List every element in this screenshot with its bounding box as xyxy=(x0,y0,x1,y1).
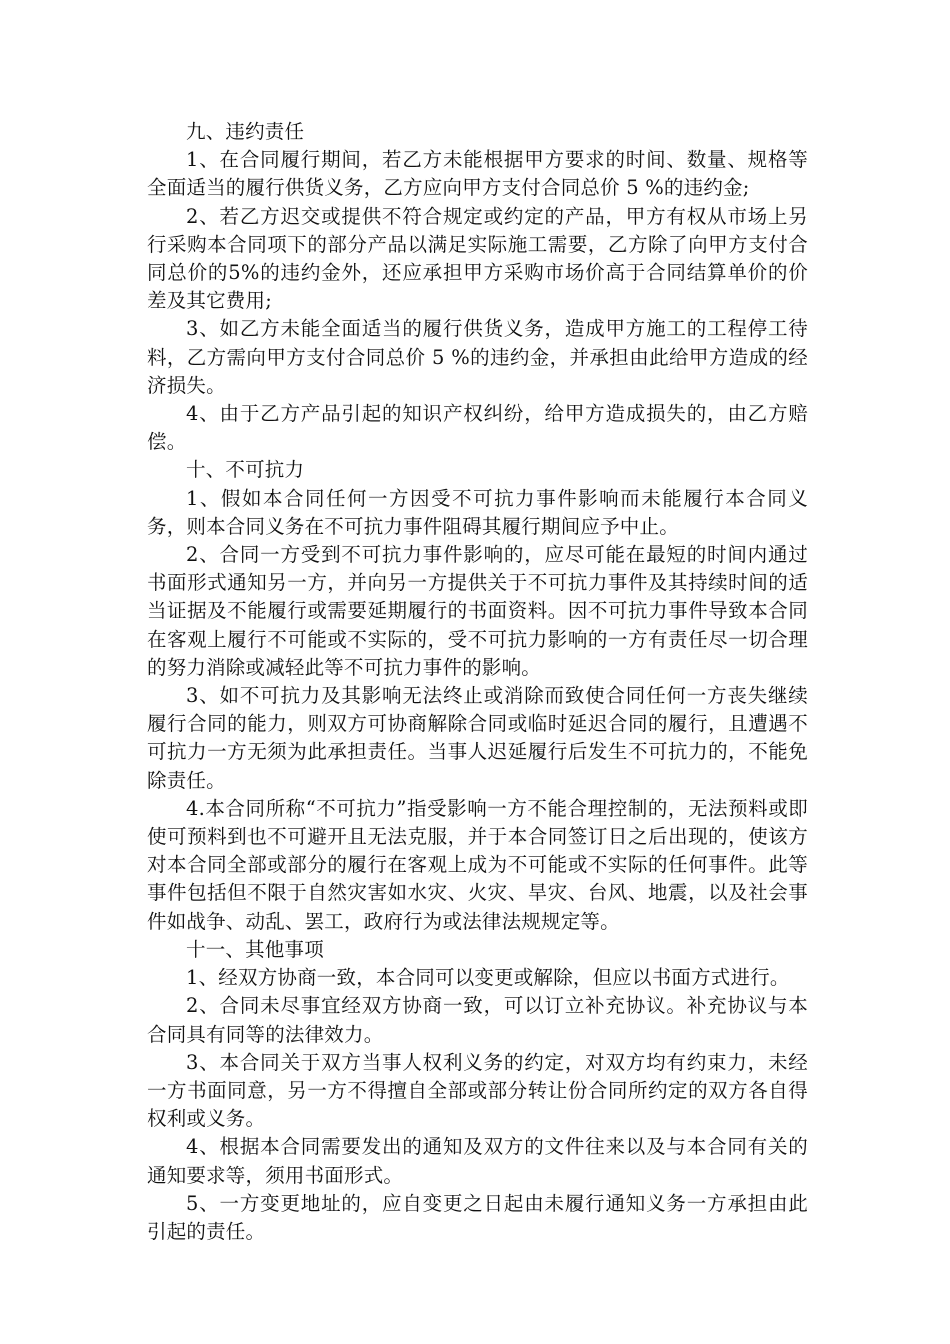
clause-paragraph: 1、假如本合同任何一方因受不可抗力事件影响而未能履行本合同义务，则本合同义务在不可抗力事件阻碍其履行期间应予中止。 xyxy=(147,486,808,538)
clause-paragraph: 2、若乙方迟交或提供不符合规定或约定的产品，甲方有权从市场上另行采购本合同项下的部分产品以满足实际施工需要，乙方除了向甲方支付合同总价的5%的违约金外，还应承担甲方采购市场价高于合同结算单价的价差及其它费用; xyxy=(147,204,808,313)
clause-paragraph: 1、经双方协商一致，本合同可以变更或解除，但应以书面方式进行。 xyxy=(186,966,790,990)
section-breach-liability xyxy=(147,118,808,456)
section-heading: 十、不可抗力 xyxy=(186,458,305,482)
clause-paragraph: 5、一方变更地址的，应自变更之日起由未履行通知义务一方承担由此引起的责任。 xyxy=(147,1191,808,1243)
section-force-majeure xyxy=(147,456,808,935)
clause-paragraph: 2、合同一方受到不可抗力事件影响的，应尽可能在最短的时间内通过书面形式通知另一方，并向另一方提供关于不可抗力事件及其持续时间的适当证据及不能履行或需要延期履行的书面资料。因不可抗力事件导致本合同在客观上履行不可能或不实际的，受不可抗力影响的一方有责任尽一切合理的努力消除或减轻此等不可抗力事件的影响。 xyxy=(147,543,808,679)
clause-paragraph: 4、根据本合同需要发出的通知及双方的文件往来以及与本合同有关的通知要求等，须用书面形式。 xyxy=(147,1135,808,1187)
clause-paragraph: 4、由于乙方产品引起的知识产权纠纷，给甲方造成损失的，由乙方赔偿。 xyxy=(147,402,808,454)
clause-paragraph: 4.本合同所称“不可抗力”指受影响一方不能合理控制的，无法预料或即使可预料到也不可避开且无法克服，并于本合同签订日之后出现的，使该方对本合同全部或部分的履行在客观上成为不可能或不实际的任何事件。此等事件包括但不限于自然灾害如水灾、火灾、旱灾、台风、地震，以及社会事件如战争、动乱、罢工，政府行为或法律法规规定等。 xyxy=(147,796,808,933)
clause-paragraph: 3、如不可抗力及其影响无法终止或消除而致使合同任何一方丧失继续履行合同的能力，则双方可协商解除合同或临时延迟合同的履行，且遭遇不可抗力一方无须为此承担责任。当事人迟延履行后发生不可抗力的，不能免除责任。 xyxy=(147,684,808,792)
section-other-matters xyxy=(147,936,808,1246)
document-page xyxy=(147,118,808,1246)
section-heading: 九、违约责任 xyxy=(186,120,305,143)
clause-paragraph: 3、本合同关于双方当事人权利义务的约定，对双方均有约束力，未经一方书面同意，另一方不得擅自全部或部分转让份合同所约定的双方各自得权利或义务。 xyxy=(147,1050,808,1131)
clause-paragraph: 2、合同未尽事宜经双方协商一致，可以订立补充协议。补充协议与本合同具有同等的法律效力。 xyxy=(147,994,808,1046)
clause-paragraph: 1、在合同履行期间，若乙方未能根据甲方要求的时间、数量、规格等全面适当的履行供货义务，乙方应向甲方支付合同总价 5 %的违约金; xyxy=(147,148,808,200)
clause-paragraph: 3、如乙方未能全面适当的履行供货义务，造成甲方施工的工程停工待料，乙方需向甲方支付合同总价 5 %的违约金，并承担由此给甲方造成的经济损失。 xyxy=(147,317,808,397)
section-heading: 十一、其他事项 xyxy=(186,937,324,961)
